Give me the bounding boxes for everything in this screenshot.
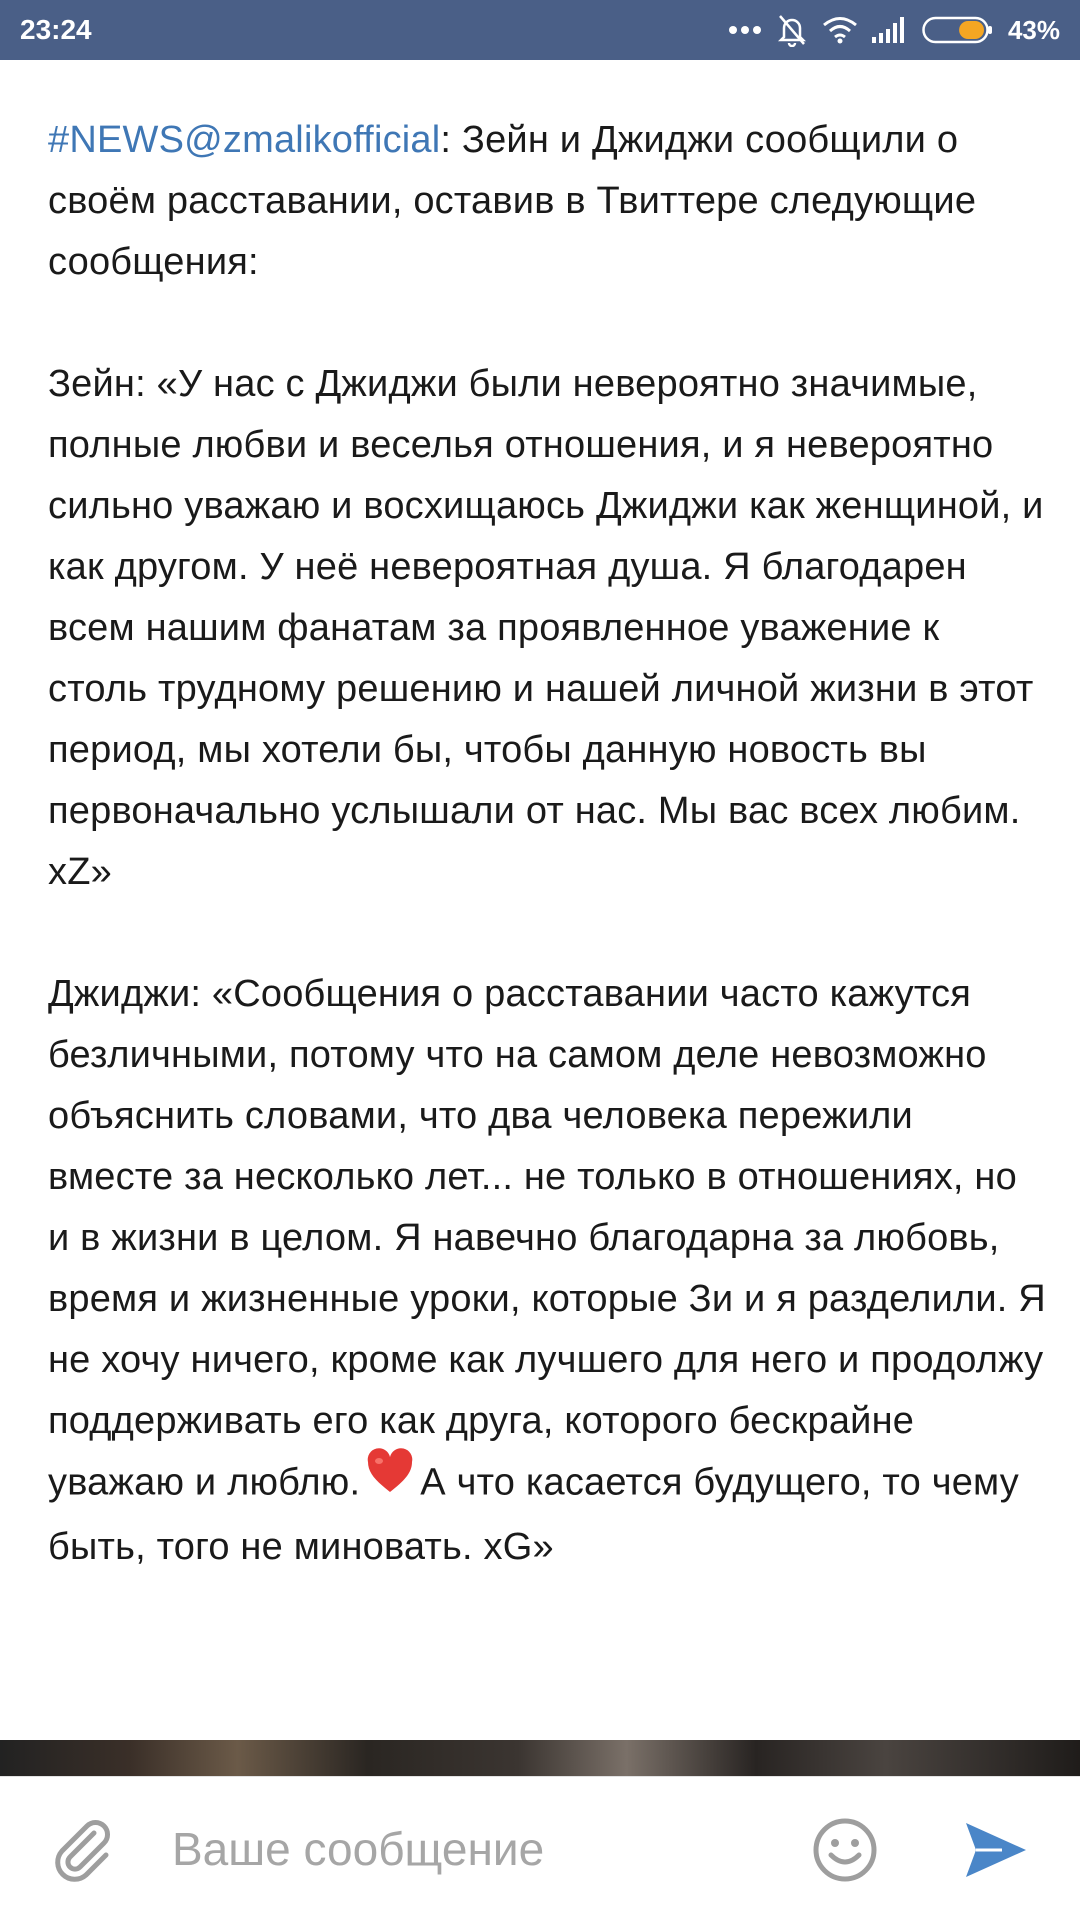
post-photo[interactable] — [0, 1740, 1080, 1776]
more-dots-icon — [728, 25, 762, 35]
battery-percent: 43% — [1007, 14, 1060, 45]
signal-icon — [872, 17, 908, 43]
post-text — [48, 110, 1048, 1578]
send-icon[interactable] — [962, 1817, 1030, 1888]
smile-icon[interactable] — [812, 1817, 878, 1888]
gigi-message-part1: Джиджи: «Сообщения о расставании часто кажутся безличными, потому что на самом деле невозможно объяснить словами, что два человека пережили вместе за несколько лет... не только в отношениях, но и в жизни в целом. Я навечно благодарна за любовь, время и жизненные уроки, которые Зи и я разделили. Я не хочу ничего, кроме как лучшего для него и продолжу поддерживать его как друга, которого бескрайне уважаю и люблю. — [48, 973, 1046, 1504]
wifi-icon — [822, 16, 858, 44]
zayn-message: Зейн: «У нас с Джиджи были невероятно значимые, полные любви и веселья отношения, и я невероятно сильно уважаю и восхищаюсь Джиджи как женщиной, и как другом. У неё невероятная душа. Я благодарен всем нашим фанатам за проявленное уважение к столь трудному решению и нашей личной жизни в этот период, мы хотели бы, чтобы данную новость вы первоначально услышали от нас. Мы вас всех любим. xZ» — [48, 363, 1044, 893]
status-bar — [0, 0, 1080, 60]
status-time: 23:24 — [20, 14, 92, 45]
status-icons — [728, 13, 1060, 47]
post-intro — [48, 110, 1048, 293]
heart-emoji-icon — [366, 1448, 414, 1513]
gigi-message-part2: А что касается будущего, то чему быть, того не миновать. xG» — [48, 1461, 1019, 1568]
message-composer — [0, 1776, 1080, 1921]
paperclip-icon[interactable] — [48, 1815, 118, 1890]
intro-text: : Зейн и Джиджи сообщили о своём расставании, оставив в Твиттере следующие сообщения: — [48, 119, 977, 283]
battery-icon — [922, 15, 994, 45]
hashtag-link[interactable]: #NEWS@zmalikofficial — [48, 119, 441, 161]
gigi-message — [48, 964, 1048, 1578]
message-input[interactable] — [170, 1813, 774, 1885]
silent-bell-icon — [776, 13, 808, 47]
